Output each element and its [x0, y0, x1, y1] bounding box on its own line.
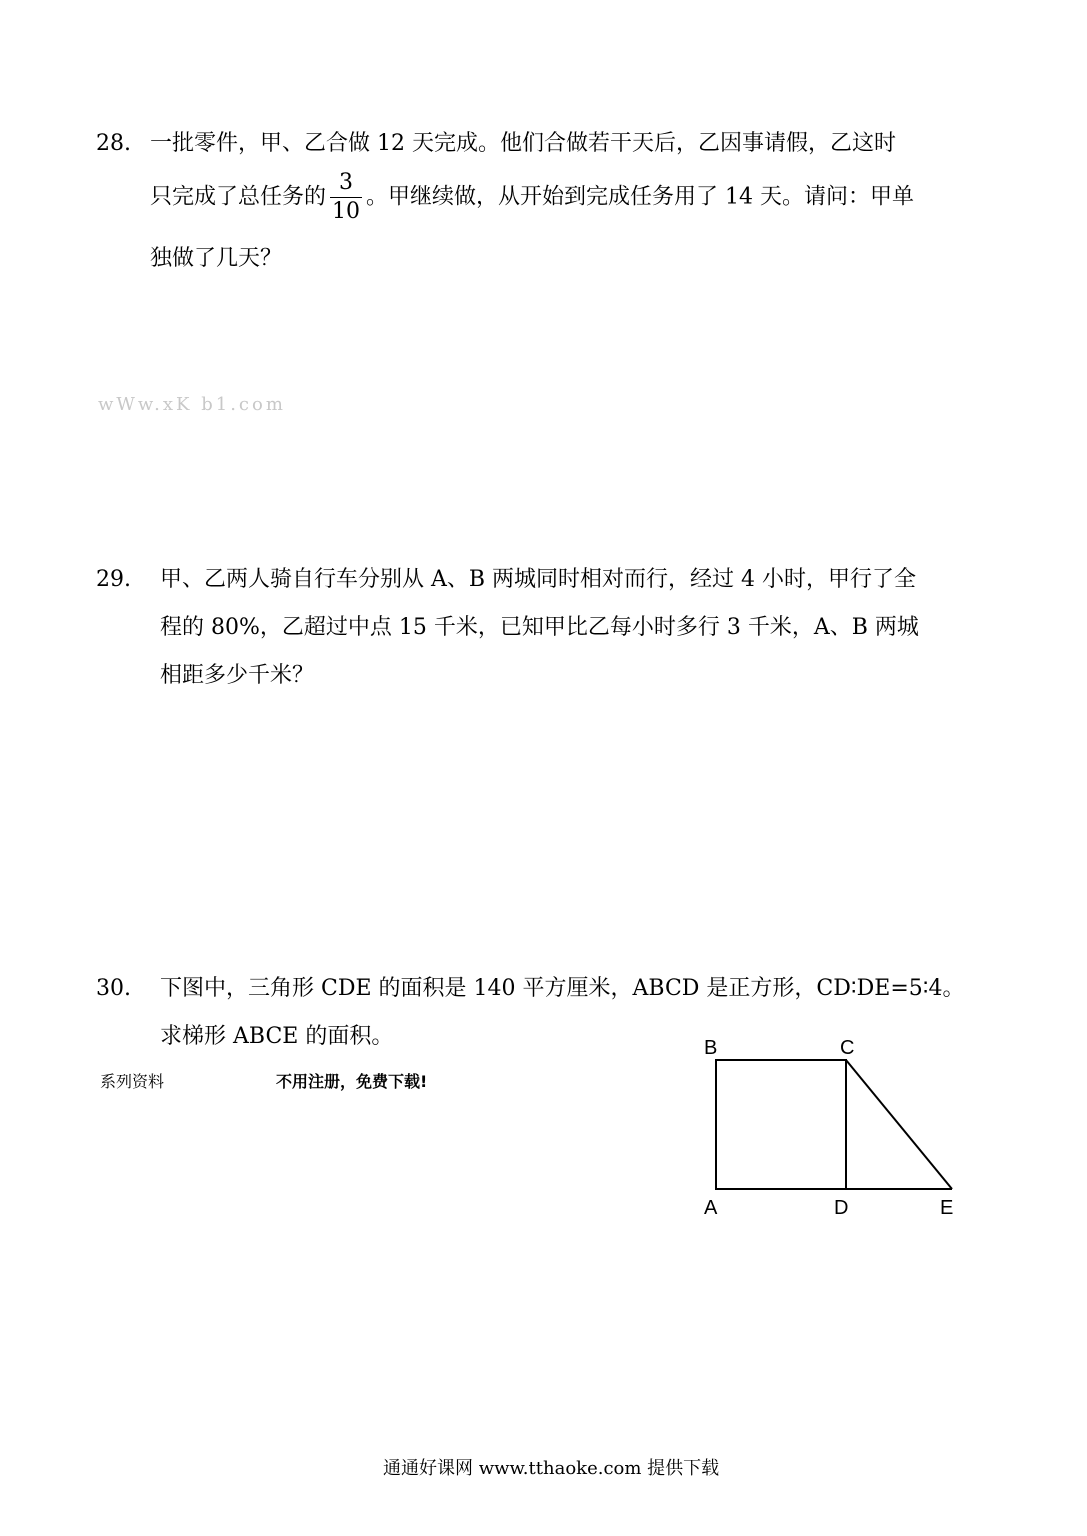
- fraction-denominator: 10: [332, 199, 361, 224]
- label-a: A: [704, 1197, 718, 1219]
- label-d: D: [834, 1197, 849, 1219]
- label-e: E: [940, 1197, 954, 1219]
- watermark: wWw.xK b1.com: [98, 394, 286, 415]
- q28-line3: 独做了几天？: [150, 246, 283, 271]
- q29-line2: 程的 80%，乙超过中点 15 千米，已知甲比乙每小时多行 3 千米，A、B 两城: [160, 615, 919, 640]
- q30-number: 30.: [96, 976, 131, 1001]
- q28-line2-after: 。甲继续做，从开始到完成任务用了 14 天。请问：甲单: [366, 184, 914, 210]
- square-abcd: [716, 1060, 846, 1189]
- q29-line3: 相距多少千米？: [160, 663, 315, 688]
- fraction: [330, 172, 362, 223]
- label-b: B: [704, 1037, 718, 1059]
- fraction-numerator: 3: [330, 172, 362, 198]
- q28-number: 28.: [96, 131, 131, 156]
- series-label: 系列资料: [100, 1072, 165, 1091]
- q29-line1: 甲、乙两人骑自行车分别从 A、B 两城同时相对而行，经过 4 小时，甲行了全: [160, 567, 917, 592]
- q28-line1: 一批零件，甲、乙合做 12 天完成。他们合做若干天后，乙因事请假，乙这时: [150, 131, 896, 156]
- free-download-label: 不用注册，免费下载!: [276, 1072, 428, 1091]
- q28-line2: [150, 172, 914, 223]
- q30-line1: 下图中，三角形 CDE 的面积是 140 平方厘米，ABCD 是正方形，CD∶DE=5∶4。: [160, 976, 965, 1001]
- footer-credit: 通通好课网 www.tthaoke.com 提供下载: [383, 1458, 720, 1479]
- q30-line2: 求梯形 ABCE 的面积。: [160, 1024, 394, 1049]
- label-c: C: [840, 1037, 855, 1059]
- trapezoid-figure: [690, 1030, 990, 1230]
- q28-line2-before: 只完成了总任务的: [150, 184, 327, 210]
- segment-ce: [846, 1060, 952, 1189]
- q29-number: 29.: [96, 567, 131, 592]
